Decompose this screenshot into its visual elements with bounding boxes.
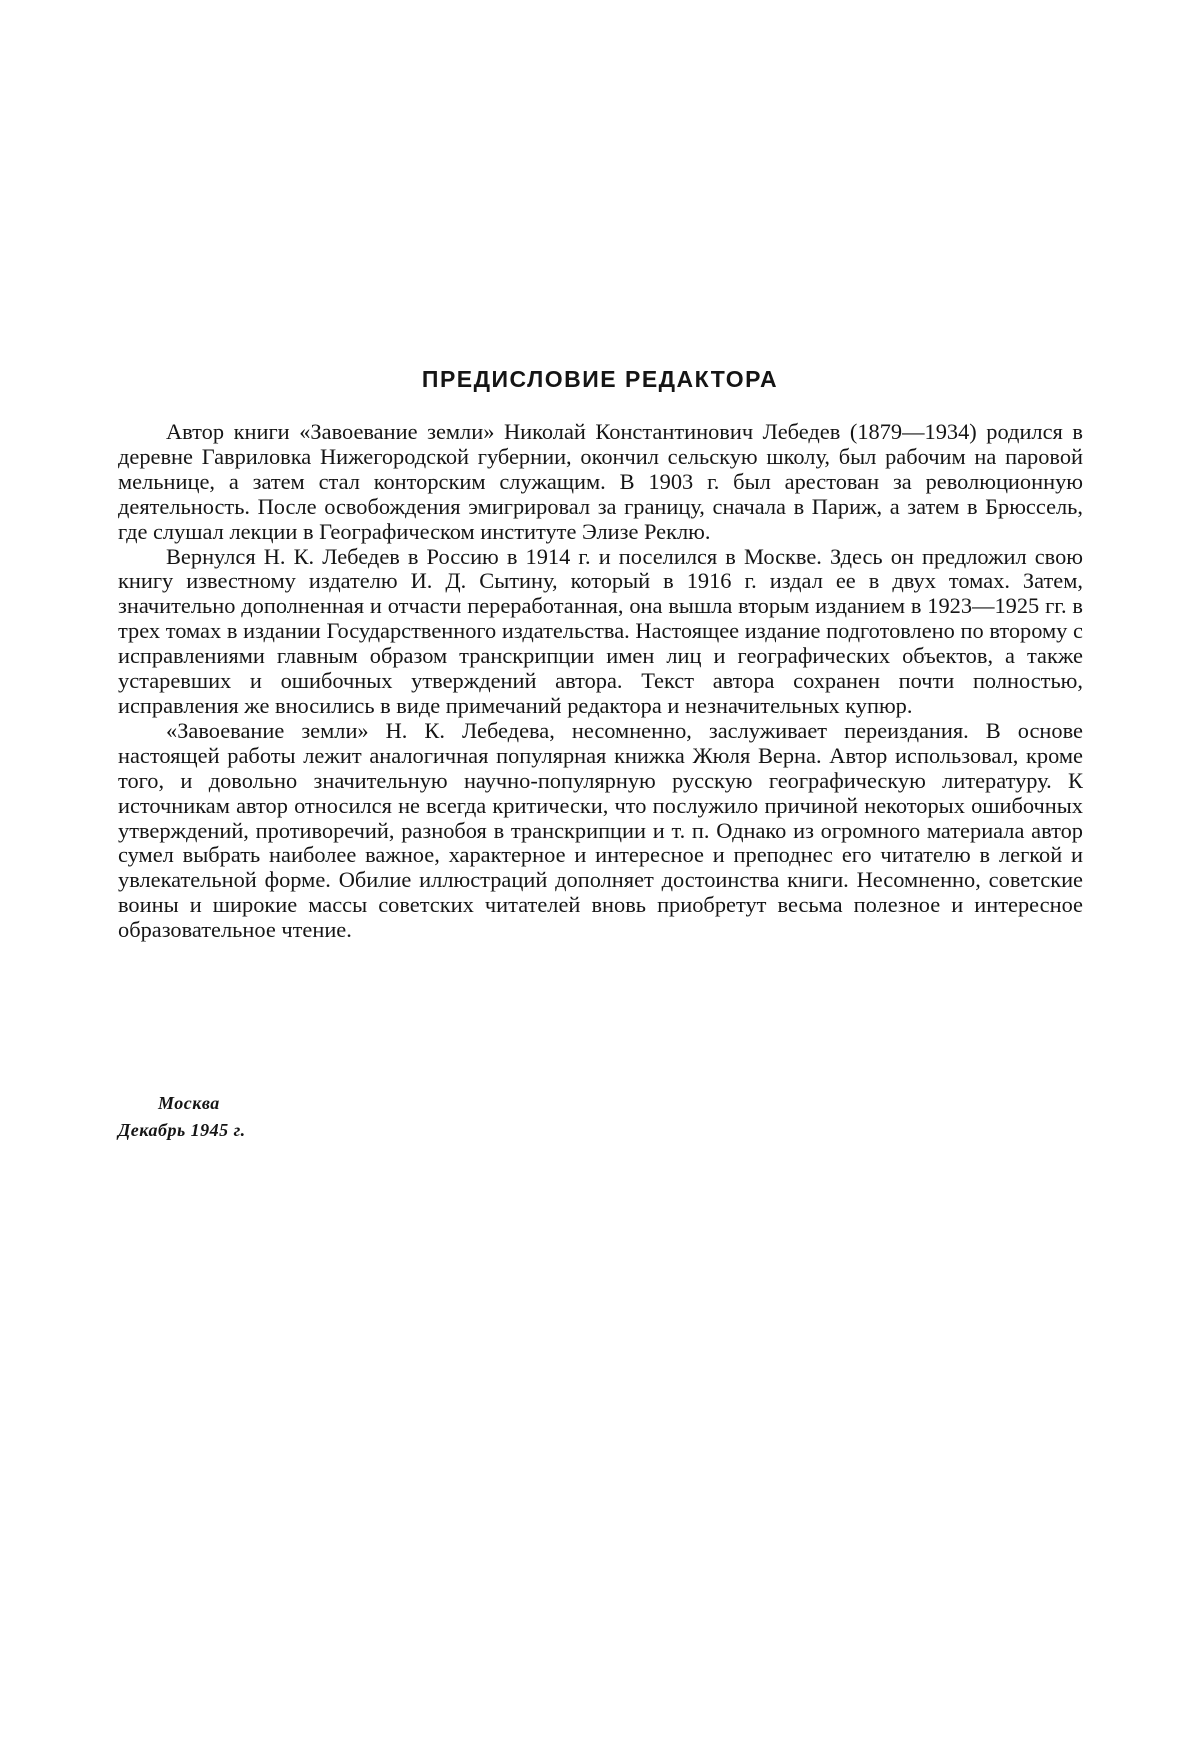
signature-place: Москва bbox=[158, 1093, 220, 1113]
paragraph-2: Вернулся Н. К. Лебедев в Россию в 1914 г. и поселился в Москве. Здесь он предложил свою книгу известному издателю И. Д. Сытину, который в 1916 г. издал ее в двух томах. Затем, значительно дополненная и отчасти переработанная, она вышла вторым изданием в 1923—1925 гг. в трех томах в издании Государственного издательства. Настоящее издание подготовлено по второму с исправлениями главным образом транскрипции имен лиц и географических объектов, а также устаревших и ошибочных утверждений автора. Текст автора сохранен почти полностью, исправления же вносились в виде примечаний редактора и незначительных купюр. bbox=[118, 543, 1083, 718]
signature-block bbox=[118, 1090, 246, 1144]
paragraph-1: Автор книги «Завоевание земли» Николай Константинович Лебедев (1879—1934) родился в деревне Гавриловка Нижегородской губернии, окончил сельскую школу, был рабочим на паровой мельнице, а затем стал конторским служащим. В 1903 г. был арестован за революционную деятельность. После освобождения эмигрировал за границу, сначала в Париж, а затем в Брюссель, где слушал лекции в Географическом институте Элизе Реклю. bbox=[118, 419, 1083, 544]
preface-body bbox=[118, 420, 1083, 943]
signature-date: Декабрь 1945 г. bbox=[118, 1120, 246, 1140]
page-title: ПРЕДИСЛОВИЕ РЕДАКТОРА bbox=[421, 366, 779, 392]
paragraph-3: «Завоевание земли» Н. К. Лебедева, несомненно, заслуживает переиздания. В основе настоящей работы лежит аналогичная популярная книжка Жюля Верна. Автор использовал, кроме того, и довольно значительную научно-популярную русскую географическую литературу. К источникам автор относился не всегда критически, что послужило причиной некоторых ошибочных утверждений, противоречий, разнобоя в транскрипции и т. п. Однако из огромного материала автор сумел выбрать наиболее важное, характерное и интересное и преподнес его читателю в легкой и увлекательной форме. Обилие иллюстраций дополняет достоинства книги. Несомненно, советские воины и широкие массы советских читателей вновь приобретут весьма полезное и интересное образовательное чтение. bbox=[118, 717, 1083, 943]
